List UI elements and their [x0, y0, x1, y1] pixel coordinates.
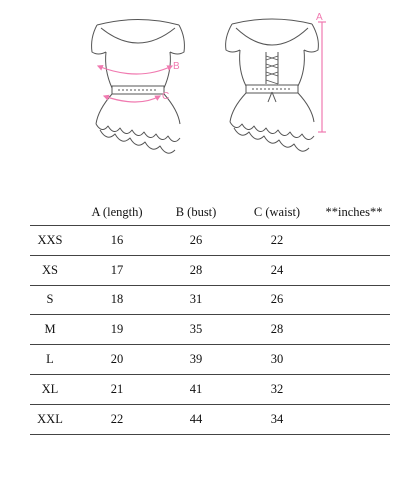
size-label: XXL — [30, 404, 78, 434]
bust-value: 39 — [156, 345, 236, 375]
back-view-top — [226, 19, 319, 151]
length-value: 22 — [78, 404, 156, 434]
size-label: L — [30, 345, 78, 375]
size-label: XS — [30, 255, 78, 285]
garment-illustration — [0, 0, 416, 175]
header-length: A (length) — [78, 200, 156, 226]
length-value: 18 — [78, 285, 156, 315]
header-units: **inches** — [318, 200, 390, 226]
measure-c-arrow — [104, 91, 169, 102]
empty-cell — [318, 255, 390, 285]
header-size — [30, 200, 78, 226]
empty-cell — [318, 374, 390, 404]
size-label: XXS — [30, 226, 78, 256]
empty-cell — [318, 404, 390, 434]
length-value: 21 — [78, 374, 156, 404]
bust-value: 28 — [156, 255, 236, 285]
measure-a-arrow — [316, 12, 326, 132]
empty-cell — [318, 226, 390, 256]
table-row — [30, 226, 390, 256]
waist-value: 22 — [236, 226, 318, 256]
front-view-top — [92, 20, 185, 154]
bust-value: 31 — [156, 285, 236, 315]
bust-value: 26 — [156, 226, 236, 256]
label-b: B — [173, 61, 180, 72]
waist-value: 32 — [236, 374, 318, 404]
bust-value: 41 — [156, 374, 236, 404]
length-value: 19 — [78, 315, 156, 345]
empty-cell — [318, 315, 390, 345]
length-value: 17 — [78, 255, 156, 285]
size-label: XL — [30, 374, 78, 404]
empty-cell — [318, 285, 390, 315]
waist-value: 30 — [236, 345, 318, 375]
length-value: 16 — [78, 226, 156, 256]
empty-cell — [318, 345, 390, 375]
table-row — [30, 285, 390, 315]
header-bust: B (bust) — [156, 200, 236, 226]
waist-value: 28 — [236, 315, 318, 345]
table-row — [30, 404, 390, 434]
length-value: 20 — [78, 345, 156, 375]
size-chart-table — [30, 200, 390, 435]
header-waist: C (waist) — [236, 200, 318, 226]
waist-value: 26 — [236, 285, 318, 315]
waist-value: 34 — [236, 404, 318, 434]
measure-b-arrow — [98, 61, 180, 74]
size-chart-header-row — [30, 200, 390, 226]
bust-value: 44 — [156, 404, 236, 434]
waist-value: 24 — [236, 255, 318, 285]
label-a: A — [316, 12, 323, 23]
table-row — [30, 345, 390, 375]
table-row — [30, 315, 390, 345]
label-c: C — [162, 91, 170, 102]
size-label: M — [30, 315, 78, 345]
bust-value: 35 — [156, 315, 236, 345]
size-label: S — [30, 285, 78, 315]
table-row — [30, 255, 390, 285]
table-row — [30, 374, 390, 404]
